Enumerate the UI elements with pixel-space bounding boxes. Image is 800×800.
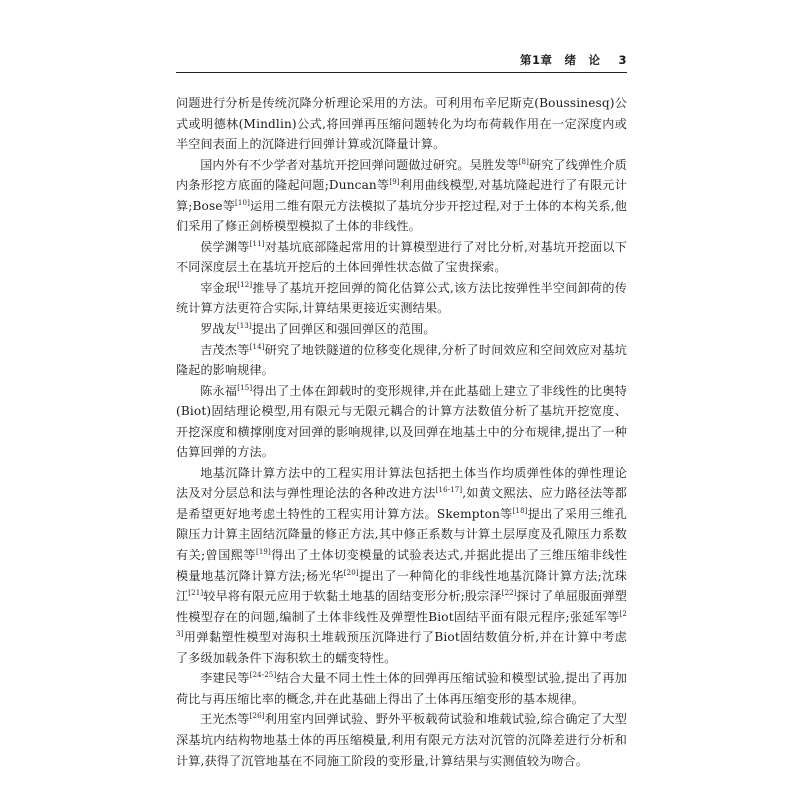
- page-number: 3: [618, 53, 627, 67]
- paragraph-text: 罗战友: [200, 322, 237, 337]
- paragraph-text: 研究了地铁隧道的位移变化规律,分析了时间效应和空间效应对基坑隆起的影响规律。: [176, 342, 627, 378]
- paragraph-text: 王光杰等: [200, 712, 250, 727]
- paragraph-text: 宰金珉: [200, 280, 238, 295]
- paragraph-text: 用弹黏塑性模型对海积土堆载预压沉降进行了Biot固结数值分析,并在计算中考虑了多级加载条件下海积软土的蠕变特性。: [176, 630, 627, 665]
- paragraph-text: 提出了回弹区和强回弹区的范围。: [251, 322, 436, 337]
- paragraph-text: 问题进行分析是传统沉降分析理论采用的方法。可利用布辛尼斯克(Boussinesq)公式或明德林(Mindlin)公式,将回弹再压缩问题转化为均布荷载作用在一定深度内或半空间表面上的沉降进行回弹计算或沉降量计算。: [176, 96, 627, 152]
- paragraph-text: 结合大量不同土性土体的回弹再压缩试验和模型试验,提出了再加荷比与再压缩比率的概念,并在此基础上得出了土体再压缩变形的基本规律。: [176, 671, 627, 706]
- paragraph: [176, 668, 627, 709]
- paragraph-text: 运用二维有限元方法模拟了基坑分步开挖过程,对于土体的本构关系,他们采用了修正剑桥模型模拟了土体的非线性。: [176, 198, 628, 234]
- paragraph-text: 对基坑底部隆起常用的计算模型进行了对比分析,对基坑开挖面以下不同深度层土在基坑开挖后的土体回弹性状态做了宝贵探索。: [176, 239, 627, 275]
- citation-ref: [13]: [236, 322, 252, 331]
- paragraph-text: 利用曲线模型,对基坑隆起进行了有限元计算;Bose等: [176, 178, 627, 213]
- citation-ref: [9]: [389, 178, 400, 187]
- paragraph-text: 李建民等: [200, 671, 250, 686]
- body-text: [176, 93, 627, 771]
- citation-ref: [22]: [501, 589, 517, 598]
- citation-ref: [12]: [237, 280, 253, 289]
- citation-ref: [26]: [249, 712, 265, 721]
- paragraph-text: 陈永福: [200, 383, 238, 398]
- paragraph: [176, 237, 627, 278]
- paragraph-text: 研究了线弹性介质内条形挖方底面的隆起问题;Duncan等: [176, 157, 627, 193]
- citation-ref: [21]: [188, 589, 204, 598]
- chapter-title: 第1章 绪 论: [519, 53, 601, 67]
- paragraph-text: 较早将有限元应用于软黏土地基的固结变形分析;殷宗泽: [203, 589, 502, 604]
- citation-ref: [20]: [343, 568, 359, 577]
- paragraph-text: ,如黄文熙法、应力路径法等都是希望更好地考虑土特性的工程实用计算方法。Skempton等: [176, 486, 627, 521]
- paragraph-text: 得出了土体切变模量的试验表达式,并据此提出了三维压缩非线性模量地基沉降计算方法;杨光华: [176, 548, 628, 583]
- paragraph: [176, 155, 627, 237]
- paragraph-text: 国内外有不少学者对基坑开挖回弹问题做过研究。吴胜发等: [200, 157, 519, 172]
- citation-ref: [11]: [249, 239, 265, 248]
- paragraph: [176, 340, 627, 381]
- citation-ref: [15]: [237, 383, 253, 392]
- paragraph-text: 推导了基坑开挖回弹的简化估算公式,该方法比按弹性半空间卸荷的传统计算方法更符合实际,计算结果更接近实测结果。: [176, 280, 628, 316]
- citation-ref: [24-25]: [249, 671, 277, 680]
- citation-ref: [19]: [255, 548, 271, 557]
- paragraph-text: 提出了采用三维孔隙压力计算主固结沉降量的修正方法,其中修正系数与计算土层厚度及孔隙压力系数有关;曾国熙等: [176, 506, 627, 563]
- citation-ref: [8]: [518, 157, 530, 166]
- paragraph: [176, 709, 627, 771]
- paragraph-text: 侯学渊等: [200, 239, 250, 254]
- paragraph: [176, 319, 627, 340]
- paragraph-text: 利用室内回弹试验、野外平板载荷试验和堆载试验,综合确定了大型深基坑内结构物地基土体的再压缩模量,利用有限元方法对沉管的沉降差进行分析和计算,获得了沉管地基在不同施工阶段的变形量,计算结果与实测值较为吻合。: [176, 712, 627, 768]
- paragraph-text: 探讨了单屈服面弹塑性模型存在的问题,编制了土体非线性及弹塑性Biot固结平面有限元程序;张延军等: [176, 589, 627, 624]
- paragraph: [176, 463, 627, 668]
- citation-ref: [16-17]: [435, 486, 463, 495]
- running-head: [176, 50, 627, 73]
- paragraph: [176, 381, 627, 463]
- citation-ref: [10]: [235, 198, 250, 207]
- paragraph: [176, 278, 627, 319]
- paragraph-text: 提出了一种简化的非线性地基沉降计算方法;沈珠江: [176, 568, 627, 604]
- paragraph-text: 地基沉降计算方法中的工程实用计算法包括把土体当作均质弹性体的弹性理论法及对分层总和法与弹性理论法的各种改进方法: [176, 465, 627, 501]
- paragraph-text: 得出了土体在卸载时的变形规律,并在此基础上建立了非线性的比奥特(Biot)固结理论模型,用有限元与无限元耦合的计算方法数值分析了基坑开挖宽度、开挖深度和横撑刚度对回弹的影响规律,以及回弹在地基土中的分布规律,提出了一种估算回弹的方法。: [176, 383, 628, 460]
- paragraph-text: 吉茂杰等: [200, 342, 250, 357]
- paragraph: [176, 93, 627, 155]
- citation-ref: [18]: [512, 506, 528, 515]
- citation-ref: [14]: [249, 342, 265, 351]
- citation-ref: [23]: [176, 609, 627, 639]
